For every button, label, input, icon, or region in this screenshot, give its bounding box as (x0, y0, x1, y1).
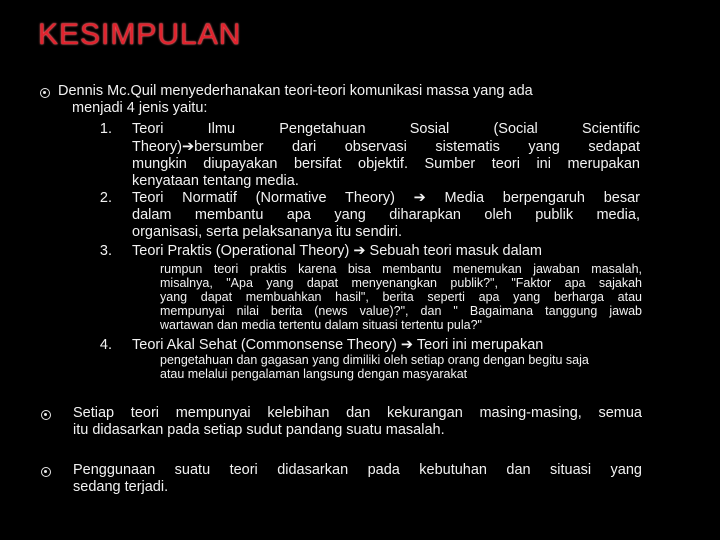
item-4-line-1: Teori Akal Sehat (Commonsense Theory) ➔ Teori ini merupakan (132, 337, 544, 353)
item-4-line-2: pengetahuan dan gagasan yang dimiliki oleh setiap orang dengan begitu saja (160, 353, 589, 367)
item-number: 1. (99, 121, 112, 137)
item-1-line-3: mungkin diupayakan bersifat objektif. Sumber teori ini merupakan (132, 156, 640, 172)
bullet-3-line-1: Penggunaan suatu teori didasarkan pada kebutuhan dan situasi yang (73, 462, 642, 478)
item-2-line-1: Teori Normatif (Normative Theory) ➔ Media berpengaruh besar (132, 190, 640, 206)
item-number: 4. (99, 337, 112, 353)
slide-title: KESIMPULAN (38, 18, 242, 51)
main-bullet-line-1: Dennis Mc.Quil menyederhanakan teori-teori komunikasi massa yang ada (58, 83, 533, 99)
bullet-circle-icon (40, 88, 50, 98)
bullet-circle-icon (41, 467, 51, 477)
item-3-line-5: mempunyai nilai berita (news value)?", dan " Bagaimana tanggung jawab (160, 304, 642, 318)
bullet-2-line-1: Setiap teori mempunyai kelebihan dan kekurangan masing-masing, semua (73, 405, 642, 421)
item-3-line-2: rumpun teori praktis karena bisa membantu menemukan jawaban masalah, (160, 262, 642, 276)
item-1-line-1: Teori Ilmu Pengetahuan Sosial (Social Scientific (132, 121, 640, 137)
item-number: 3. (99, 243, 112, 259)
item-3-line-4: yang dapat membuahkan hasil", berita seperti apa yang berharga atau (160, 290, 642, 304)
item-2-line-3: organisasi, serta pelaksananya itu sendiri. (132, 224, 403, 240)
item-number: 2. (99, 190, 112, 206)
item-4-line-3: atau melalui pengalaman langsung dengan masyarakat (160, 367, 468, 381)
item-1-line-4: kenyataan tentang media. (132, 173, 299, 189)
main-bullet-line-2: menjadi 4 jenis yaitu: (72, 100, 208, 116)
item-2-line-2: dalam membantu apa yang diharapkan oleh publik media, (132, 207, 640, 223)
bullet-circle-icon (41, 410, 51, 420)
item-3-line-6: wartawan dan media tertentu dalam situasi tertentu pula?" (160, 318, 482, 332)
item-1-line-2: Theory)➔bersumber dari observasi sistematis yang sedapat (132, 139, 640, 155)
bullet-2-line-2: itu didasarkan pada setiap sudut pandang suatu masalah. (73, 422, 445, 438)
bullet-3-line-2: sedang terjadi. (73, 479, 169, 495)
item-3-line-1: Teori Praktis (Operational Theory) ➔ Sebuah teori masuk dalam (132, 243, 543, 259)
item-3-line-3: misalnya, "Apa yang dapat menyenangkan publik?", "Faktor apa sajakah (160, 276, 642, 290)
